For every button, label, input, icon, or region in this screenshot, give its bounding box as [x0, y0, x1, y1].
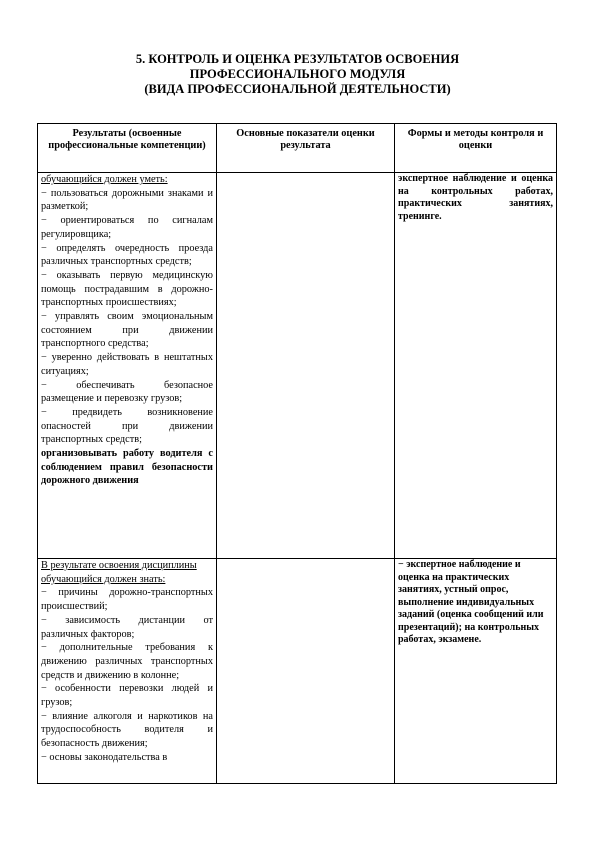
table-header-row	[38, 124, 557, 173]
forms-cell	[395, 173, 557, 559]
list-item: − ориентироваться по сигналам регулировщика;	[41, 215, 213, 240]
list-item: − основы законодательства в	[41, 751, 168, 763]
list-item-bold: организовывать работу водителя с соблюдением правил безопасности дорожного движения	[41, 448, 213, 487]
table-row	[38, 559, 557, 784]
title-line-3: (ВИДА ПРОФЕССИОНАЛЬНОЙ ДЕЯТЕЛЬНОСТИ)	[144, 82, 451, 96]
section-title	[40, 52, 555, 97]
indicators-cell	[217, 559, 395, 784]
header-forms: Формы и методы контроля и оценки	[395, 124, 557, 173]
header-results: Результаты (освоенные профессиональные компетенции)	[38, 124, 217, 173]
list-item: − определять очередность проезда различных транспортных средств;	[41, 242, 213, 268]
header-indicators: Основные показатели оценки результата	[217, 124, 395, 173]
list-item: − влияние алкоголя и наркотиков на трудоспособность водителя и безопасность движения;	[41, 710, 213, 750]
list-item: − причины дорожно-транспортных происшествий;	[41, 587, 213, 613]
title-line-1: 5. КОНТРОЛЬ И ОЦЕНКА РЕЗУЛЬТАТОВ ОСВОЕНИЯ	[135, 52, 460, 66]
list-item: − управлять своим эмоциональным состоянием при движении транспортного средства;	[41, 311, 213, 350]
forms-text: экспертное наблюдение и оценка на контрольных работах, практических занятиях, тренинге.	[398, 173, 553, 222]
indicators-cell	[217, 173, 395, 559]
list-item: − предвидеть возникновение опасностей при движении транспортных средств;	[41, 406, 213, 446]
list-item: − дополнительные требования к движению различных транспортных средств и движению в колонне;	[41, 642, 213, 681]
results-cell	[38, 173, 217, 559]
forms-cell	[395, 559, 557, 784]
assessment-table	[37, 123, 557, 784]
list-item: − обеспечивать безопасное размещение и перевозку грузов;	[41, 379, 213, 405]
list-item: − оказывать первую медицинскую помощь пострадавшим в дорожно-транспортных происшествиях;	[41, 269, 213, 309]
knowledge-intro-1: В результате освоения дисциплины	[41, 560, 197, 571]
table-row	[38, 173, 557, 559]
knowledge-intro-2: обучающийся должен знать:	[41, 573, 166, 585]
list-item: − зависимость дистанции от различных факторов;	[41, 614, 213, 640]
list-item: − пользоваться дорожными знаками и разметкой;	[41, 187, 213, 213]
results-cell	[38, 559, 217, 784]
skills-intro: обучающийся должен уметь:	[41, 174, 168, 185]
list-item: − уверенно действовать в нештатных ситуациях;	[41, 352, 213, 377]
forms-text: − экспертное наблюдение и оценка на практических занятиях, устный опрос, выполнение индивидуальных заданий (оценка сообщений или презентаций); на контрольных работах, экзамене.	[398, 559, 544, 645]
list-item: − особенности перевозки людей и грузов;	[41, 683, 213, 709]
title-line-2: ПРОФЕССИОНАЛЬНОГО МОДУЛЯ	[189, 67, 406, 81]
